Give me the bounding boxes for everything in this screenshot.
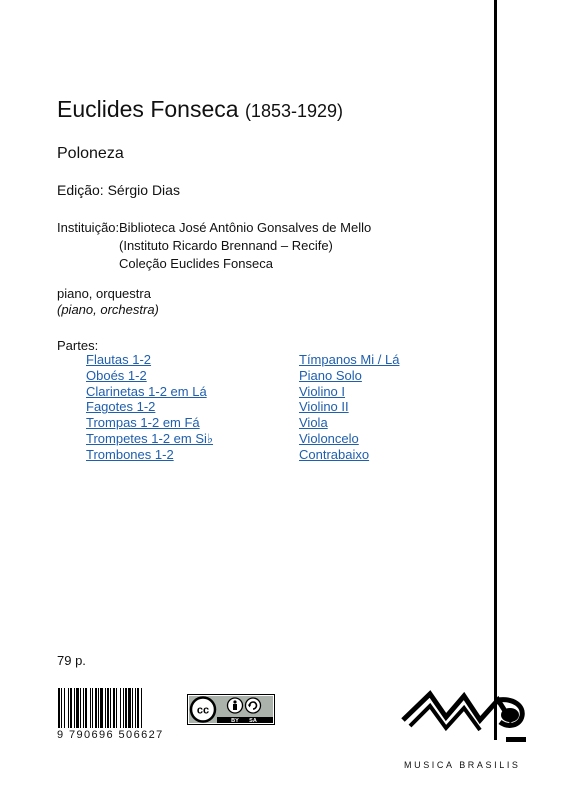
cc-text: cc — [196, 704, 210, 717]
part-link[interactable]: Contrabaixo — [299, 446, 370, 462]
part-link[interactable]: Piano Solo — [299, 367, 362, 383]
institution-line: (Instituto Ricardo Brennand – Recife) — [119, 238, 333, 253]
institution-line: Biblioteca José Antônio Gonsalves de Mello — [119, 220, 372, 235]
brand-name: MUSICA BRASILIS — [404, 760, 521, 770]
work-title: Poloneza — [57, 145, 124, 162]
composer-name: Euclides Fonseca — [57, 96, 239, 122]
part-link[interactable]: Tímpanos Mi / Lá — [299, 352, 400, 367]
instrumentation-pt: piano, orquestra — [57, 286, 151, 301]
part-link[interactable]: Violino I — [299, 383, 346, 399]
institution-label: Instituição: — [57, 220, 120, 235]
institution-block — [57, 219, 372, 271]
part-link[interactable]: Trompetes 1-2 em Si♭ — [86, 430, 214, 446]
isbn-number: 9 790696 506627 — [57, 729, 164, 741]
part-link[interactable]: Fagotes 1-2 — [86, 399, 156, 415]
sa-label: SA — [249, 718, 257, 724]
instrumentation-en: (piano, orchestra) — [57, 302, 159, 317]
vertical-rule — [494, 0, 497, 740]
part-link[interactable]: Trompas 1-2 em Fá — [86, 415, 200, 431]
part-link[interactable]: Violoncelo — [299, 430, 359, 446]
page-count: 79 p. — [57, 653, 86, 668]
part-link[interactable]: Flautas 1-2 — [86, 352, 152, 367]
musica-brasilis-logo — [400, 688, 530, 748]
institution-line: Coleção Euclides Fonseca — [119, 256, 273, 271]
by-label: BY — [231, 718, 239, 724]
editor-credit: Edição: Sérgio Dias — [57, 182, 180, 198]
composer-years: (1853-1929) — [244, 101, 344, 121]
instrumentation-block — [57, 286, 159, 318]
cc-license-badge — [187, 694, 275, 725]
page-title — [57, 96, 343, 123]
parts-label: Partes: — [57, 338, 99, 353]
part-link[interactable]: Oboés 1-2 — [86, 367, 147, 383]
parts-list-right — [299, 352, 399, 463]
part-link[interactable]: Viola — [299, 415, 328, 431]
part-link[interactable]: Trombones 1-2 — [86, 446, 174, 462]
part-link[interactable]: Clarinetas 1-2 em Lá — [86, 383, 207, 399]
part-link[interactable]: Violino II — [299, 399, 349, 415]
barcode-image — [57, 688, 173, 730]
parts-list-left — [86, 352, 213, 463]
sa-icon — [246, 698, 261, 713]
